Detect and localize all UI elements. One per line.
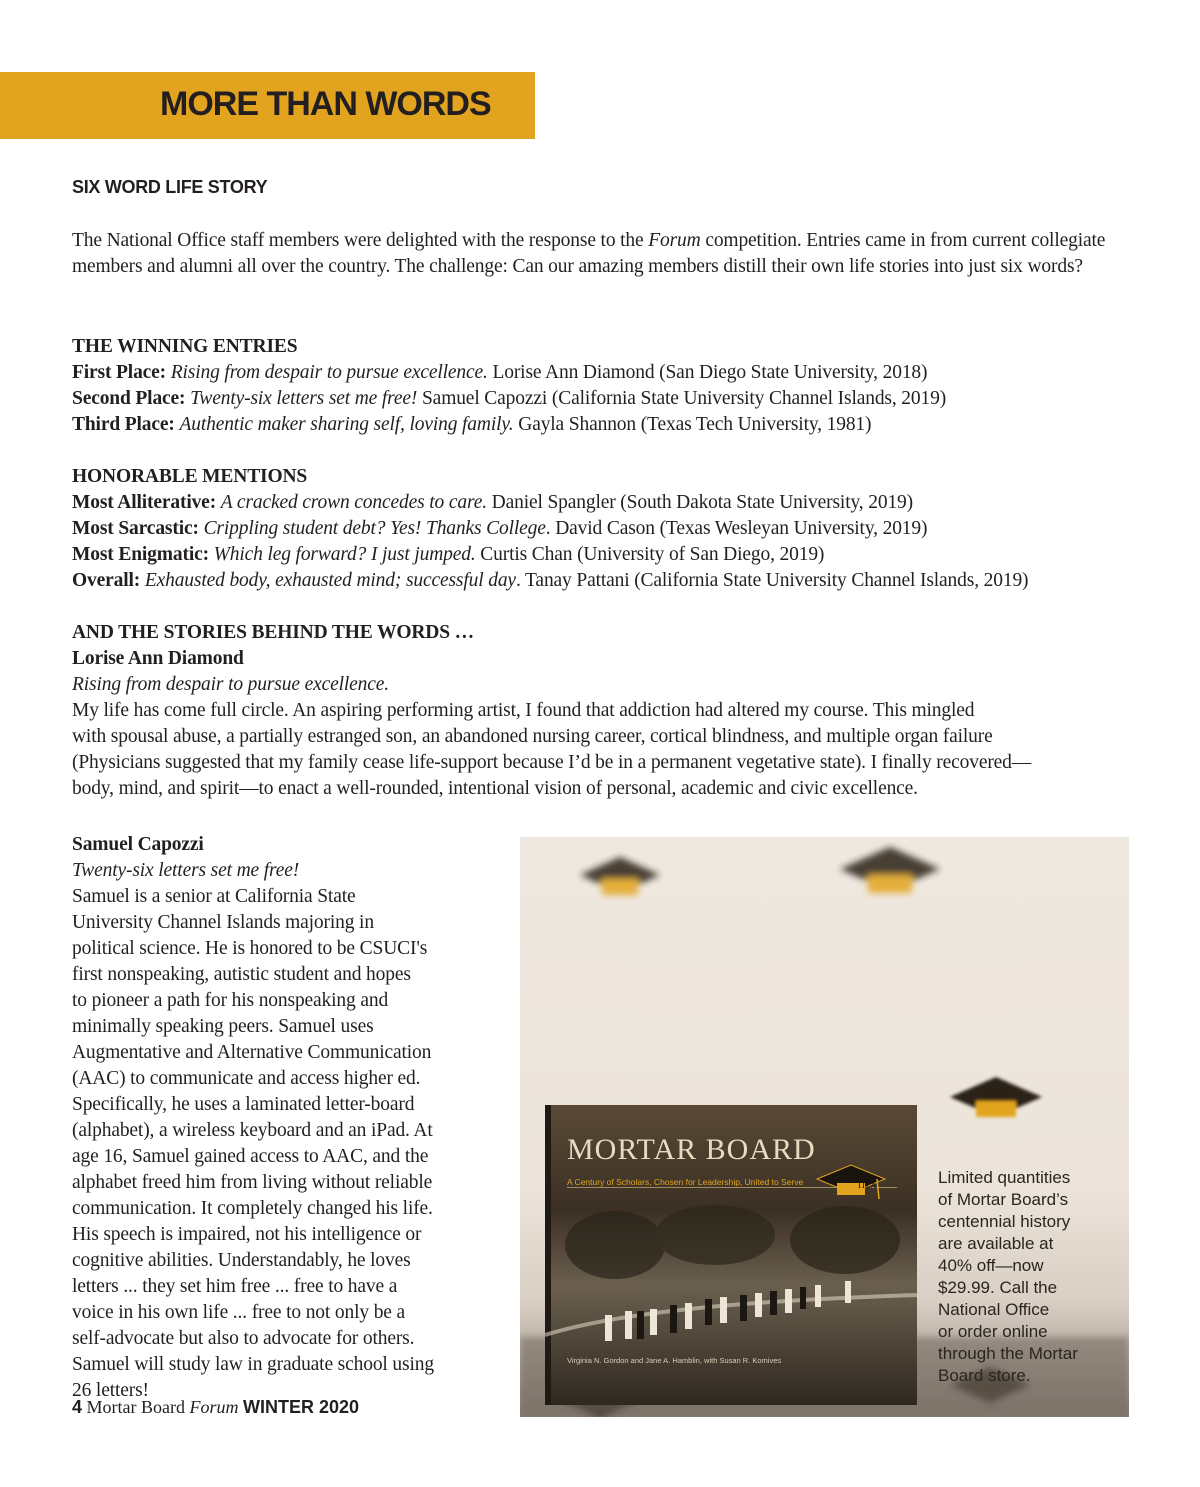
story-line: first nonspeaking, autistic student and hopes (72, 964, 411, 985)
page-footer: 4 Mortar Board Forum WINTER 2020 (72, 1397, 360, 1417)
story-line: 26 letters! (72, 1380, 149, 1401)
story-line: age 16, Samuel gained access to AAC, and the (72, 1146, 429, 1167)
honorable-entry: Most Sarcastic: Crippling student debt? Yes! Thanks College. David Cason (Texas Wesleyan University, 2019) (72, 518, 928, 539)
page-title: MORE THAN WORDS (160, 85, 491, 123)
story-line: minimally speaking peers. Samuel uses (72, 1016, 374, 1037)
honorable-entry: Most Alliterative: A cracked crown concedes to care. Daniel Spangler (South Dakota State University, 2019) (72, 492, 913, 513)
mortarboard-icon (840, 847, 940, 893)
story-quote: Rising from despair to pursue excellence. (72, 674, 389, 695)
publication-name: Mortar Board (86, 1397, 190, 1417)
story-name: Samuel Capozzi (72, 834, 204, 855)
story-line: (Physicians suggested that my family cease life-support because I’d be in a permanent vegetative state). I finally recovered— (72, 752, 1032, 773)
book-title: MORTAR BOARD (567, 1133, 816, 1166)
story-line: My life has come full circle. An aspiring performing artist, I found that addiction had altered my course. This mingled (72, 700, 975, 721)
story-line: Augmentative and Alternative Communication (72, 1042, 432, 1063)
book-cover (545, 1105, 917, 1405)
story-line: communication. It completely changed his life. (72, 1198, 433, 1219)
honorable-entry: Most Enigmatic: Which leg forward? I just jumped. Curtis Chan (University of San Diego, 2019) (72, 544, 825, 565)
mortarboard-icon (580, 857, 660, 895)
story-quote: Twenty-six letters set me free! (72, 860, 300, 881)
story-line: body, mind, and spirit—to enact a well-rounded, intentional vision of personal, academic and civic excellence. (72, 778, 918, 799)
story-line: University Channel Islands majoring in (72, 912, 374, 933)
page-number: 4 (72, 1397, 83, 1417)
intro-paragraph: The National Office staff members were delighted with the response to the Forum competition. Entries came in from current collegiate members and alumni all over the country. The challenge: Can our amazing members distill their own life stories into just six words? (72, 230, 1106, 277)
story-line: letters ... they set him free ... free to have a (72, 1276, 398, 1297)
story-line: cognitive abilities. Understandably, he loves (72, 1250, 411, 1271)
story-line: political science. He is honored to be CSUCI's (72, 938, 428, 959)
winning-entries-heading: THE WINNING ENTRIES (72, 336, 298, 357)
story-name: Lorise Ann Diamond (72, 648, 244, 669)
story-line: Specifically, he uses a laminated letter-board (72, 1094, 415, 1115)
story-line: to pioneer a path for his nonspeaking and (72, 990, 389, 1011)
honorable-entry: Overall: Exhausted body, exhausted mind; successful day. Tanay Pattani (California State University Channel Islands, 2019) (72, 570, 1029, 591)
winning-entry: First Place: Rising from despair to pursue excellence. Lorise Ann Diamond (San Diego State University, 2018) (72, 362, 928, 383)
book-photo (520, 837, 1129, 1417)
story-line: with spousal abuse, a partially estranged son, an abandoned nursing career, cortical blindness, and multiple organ failure (72, 726, 993, 747)
story-line: Samuel will study law in graduate school using (72, 1354, 434, 1375)
story-line: alphabet freed him from living without reliable (72, 1172, 433, 1193)
photo-caption: Limited quantities of Mortar Board’s centennial history are available at 40% off—now $29.99. Call the National Office or order online through the Mortar Board store. (938, 1168, 1078, 1385)
title-banner (0, 72, 535, 139)
winning-entry: Third Place: Authentic maker sharing self, loving family. Gayla Shannon (Texas Tech University, 1981) (72, 414, 872, 435)
honorable-mentions-heading: HONORABLE MENTIONS (72, 466, 308, 487)
story-line: His speech is impaired, not his intelligence or (72, 1224, 422, 1245)
story-line: (AAC) to communicate and access higher ed. (72, 1068, 421, 1089)
story-line: Samuel is a senior at California State (72, 886, 356, 907)
book-authors: Virginia N. Gordon and Jane A. Hamblin, with Susan R. Komives (567, 1356, 782, 1365)
samuel-story (72, 832, 502, 1404)
issue-label: WINTER 2020 (243, 1397, 360, 1417)
book-emblem: ΠΣΑ (858, 1181, 877, 1190)
story-line: (alphabet), a wireless keyboard and an iPad. At (72, 1120, 433, 1141)
winning-entry: Second Place: Twenty-six letters set me free! Samuel Capozzi (California State University Channel Islands, 2019) (72, 388, 947, 409)
story-line: self-advocate but also to advocate for others. (72, 1328, 415, 1349)
story-line: voice in his own life ... free to not only be a (72, 1302, 406, 1323)
book-subtitle: A Century of Scholars, Chosen for Leadership, United to Serve (567, 1177, 804, 1187)
stories-heading: AND THE STORIES BEHIND THE WORDS … (72, 622, 475, 643)
mortarboard-icon (950, 1077, 1042, 1117)
entries-block (72, 334, 1152, 802)
section-heading: SIX WORD LIFE STORY (72, 177, 268, 197)
